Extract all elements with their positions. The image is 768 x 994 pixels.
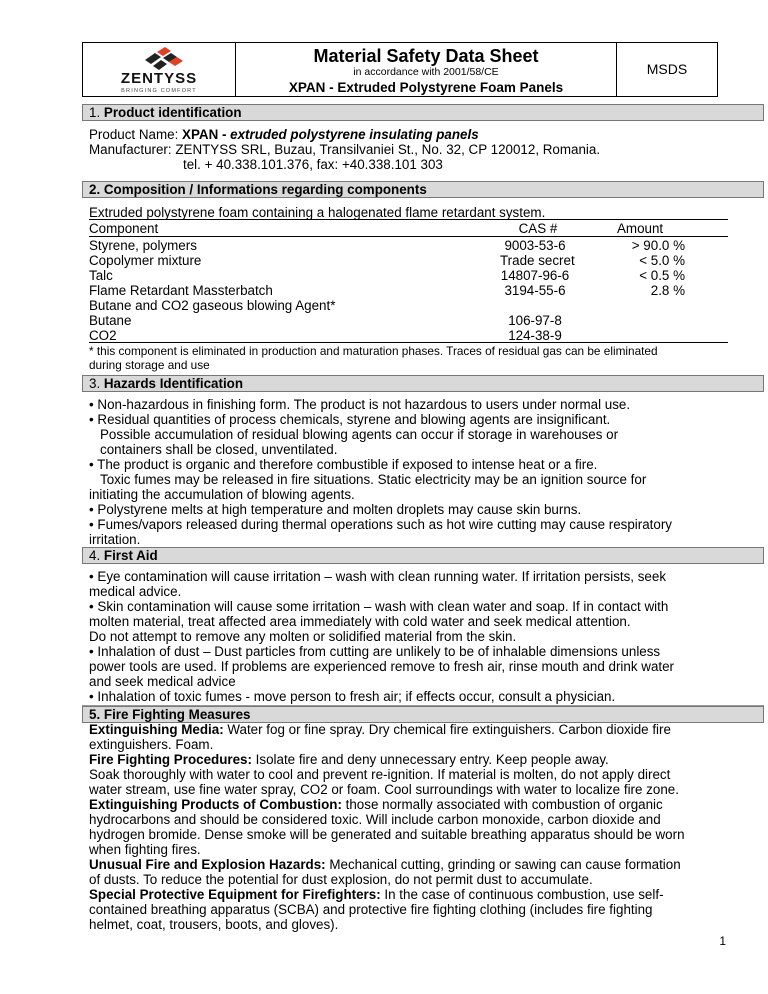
- footnote: during storage and use: [89, 358, 210, 372]
- text-line: initiating the accumulation of blowing agents.: [89, 487, 355, 502]
- text-line: Unusual Fire and Explosion Hazards: Mechanical cutting, grinding or sawing can cause formation: [89, 857, 681, 872]
- table-cell: Talc: [89, 268, 113, 283]
- table-cell: 9003-53-6: [504, 238, 566, 253]
- svg-text:BRINGING COMFORT: BRINGING COMFORT: [121, 88, 197, 94]
- text-line: • Inhalation of toxic fumes - move person to fresh air; if effects occur, consult a physician.: [89, 689, 616, 704]
- table-cell: 3194-55-6: [504, 283, 566, 298]
- table-cell: 124-38-9: [508, 328, 562, 343]
- company-logo: [83, 43, 236, 96]
- text-line: and seek medical advice: [89, 674, 236, 689]
- product-name: Product Name: XPAN - extruded polystyrene insulating panels: [89, 127, 479, 142]
- section-4-header: 4. First Aid: [82, 547, 764, 564]
- header-title-block: [236, 43, 617, 96]
- section-5-title: 5. Fire Fighting Measures: [89, 707, 251, 722]
- col-header-amount: Amount: [617, 221, 664, 236]
- text-line: hydrogen bromide. Dense smoke will be generated and suitable breathing apparatus should be worn: [89, 827, 685, 842]
- text-line: • Inhalation of dust – Dust particles from cutting are unlikely to be of inhalable dimensions unless: [89, 644, 661, 659]
- text-line: medical advice.: [89, 584, 182, 599]
- section-2-title: 2. Composition / Informations regarding components: [89, 182, 427, 197]
- text-line: of dusts. To reduce the potential for dust explosion, do not permit dust to accumulate.: [89, 872, 593, 887]
- table-rule: [89, 219, 728, 220]
- text-line: • Non-hazardous in finishing form. The product is not hazardous to users under normal use.: [89, 397, 631, 412]
- text-line: contained breathing apparatus (SCBA) and protective fire fighting clothing (includes fire fighting: [89, 902, 653, 917]
- footnote: * this component is eliminated in production and maturation phases. Traces of residual gas can be eliminated: [89, 344, 658, 358]
- document-subtitle: in accordance with 2001/58/CE: [353, 66, 499, 78]
- table-cell: < 5.0 %: [639, 253, 685, 268]
- section-4-title: First Aid: [103, 548, 158, 563]
- table-cell: CO2: [89, 328, 117, 343]
- text-line: power tools are used. If problems are experienced remove to fresh air, rinse mouth and drink water: [89, 659, 675, 674]
- table-cell: Trade secret: [500, 253, 575, 268]
- text-line: helmet, coat, trousers, boots, and gloves).: [89, 917, 339, 932]
- text-line: • Polystyrene melts at high temperature and molten droplets may cause skin burns.: [89, 502, 582, 517]
- table-cell: Copolymer mixture: [89, 253, 202, 268]
- section-1-title: Product identification: [103, 105, 242, 120]
- text-line: • Eye contamination will cause irritation – wash with clean running water. If irritation persists, seek: [89, 569, 667, 584]
- text-line: extinguishers. Foam.: [89, 737, 214, 752]
- text-line: Special Protective Equipment for Firefighters: In the case of continuous combustion, use self-: [89, 887, 664, 902]
- table-cell: < 0.5 %: [639, 268, 685, 283]
- text-line: • Residual quantities of process chemicals, styrene and blowing agents are insignificant.: [89, 412, 611, 427]
- table-cell: Styrene, polymers: [89, 238, 197, 253]
- table-cell: 106-97-8: [508, 313, 562, 328]
- document-code: MSDS: [646, 61, 688, 77]
- table-cell: Butane and CO2 gaseous blowing Agent*: [89, 298, 336, 313]
- section-1-header: 1. Product identification: [82, 104, 764, 121]
- text-line: when fighting fires.: [89, 842, 201, 857]
- text-line: Possible accumulation of residual blowing agents can occur if storage in warehouses or: [100, 427, 619, 442]
- table-cell: Butane: [89, 313, 132, 328]
- text-line: • Skin contamination will cause some irritation – wash with clean water and soap. If in contact with: [89, 599, 669, 614]
- document-header: [82, 42, 718, 97]
- manufacturer: Manufacturer: ZENTYSS SRL, Buzau, Transilvaniei St., No. 32, CP 120012, Romania.: [89, 142, 601, 157]
- text-line: molten material, treat affected area immediately with cold water and seek medical attention.: [89, 614, 631, 629]
- text-line: Fire Fighting Procedures: Isolate fire and deny unnecessary entry. Keep people away.: [89, 752, 609, 767]
- col-header-cas: CAS #: [518, 221, 558, 236]
- section-5-header: [82, 706, 764, 723]
- text-line: Do not attempt to remove any molten or solidified material from the skin.: [89, 629, 517, 644]
- table-rule: [89, 342, 728, 343]
- table-cell: 2.8 %: [650, 283, 685, 298]
- page-number: 1: [719, 934, 726, 948]
- text-line: Soak thoroughly with water to cool and prevent re-ignition. If material is molten, do not apply direct: [89, 767, 671, 782]
- contact-phone: tel. + 40.338.101.376, fax: +40.338.101 303: [183, 157, 443, 172]
- text-line: Toxic fumes may be released in fire situations. Static electricity may be an ignition source for: [100, 472, 647, 487]
- section-3-title: Hazards Identification: [103, 376, 244, 391]
- table-cell: Flame Retardant Massterbatch: [89, 283, 273, 298]
- document-title: Material Safety Data Sheet: [313, 46, 539, 66]
- section-2-header: [82, 181, 764, 198]
- text-line: Extinguishing Products of Combustion: those normally associated with combustion of organic: [89, 797, 663, 812]
- product-line: XPAN - Extruded Polystyrene Foam Panels: [288, 80, 564, 95]
- table-cell: 14807-96-6: [500, 268, 570, 283]
- zentyss-logo-icon: [83, 43, 235, 96]
- section-3-header: 3. Hazards Identification: [82, 375, 764, 392]
- table-rule: [89, 236, 728, 237]
- text-line: Extinguishing Media: Water fog or fine spray. Dry chemical fire extinguishers. Carbon dioxide fire: [89, 722, 671, 737]
- table-cell: > 90.0 %: [631, 238, 685, 253]
- text-line: • Fumes/vapors released during thermal operations such as hot wire cutting may cause respiratory: [89, 517, 672, 532]
- text-line: containers shall be closed, unventilated.: [100, 442, 338, 457]
- text-line: irritation.: [89, 532, 141, 547]
- text-line: hydrocarbons and should be considered toxic. Will include carbon monoxide, carbon dioxide and: [89, 812, 661, 827]
- text-line: water stream, use fine water spray, CO2 or foam. Cool surroundings with water to localize fire zone.: [89, 782, 679, 797]
- text-line: • The product is organic and therefore combustible if exposed to intense heat or a fire.: [89, 457, 598, 472]
- svg-text:ZENTYSS: ZENTYSS: [120, 70, 198, 87]
- composition-intro: Extruded polystyrene foam containing a halogenated flame retardant system.: [89, 205, 546, 220]
- col-header-component: Component: [89, 221, 159, 236]
